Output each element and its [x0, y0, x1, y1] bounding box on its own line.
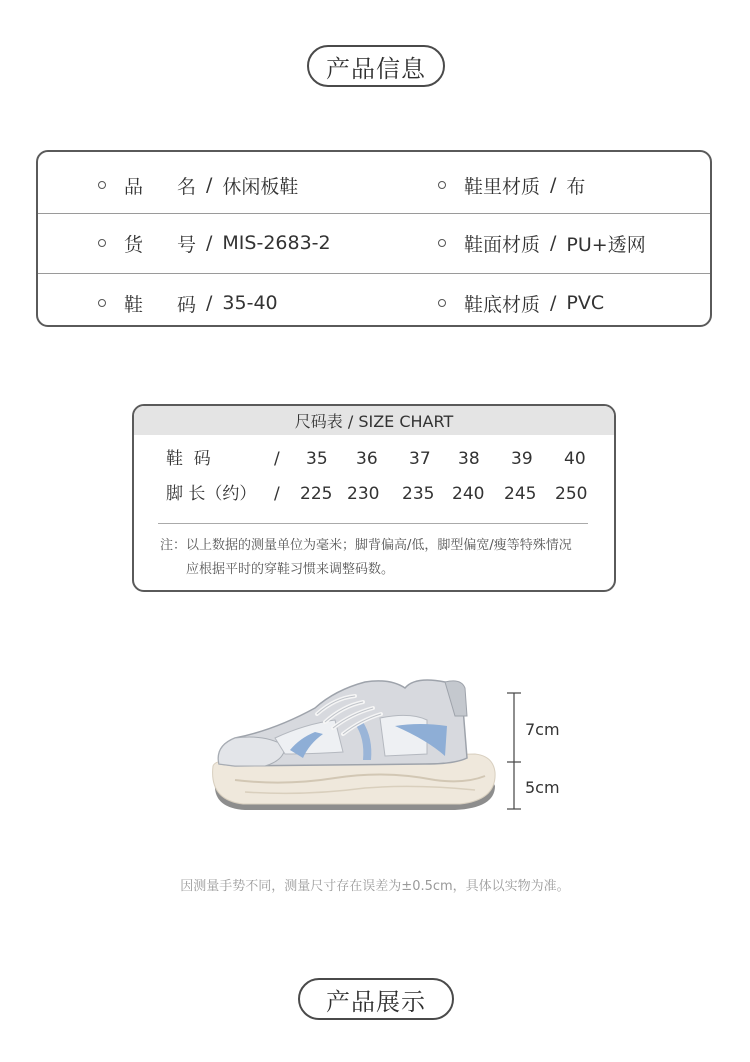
size-row-separator: /: [274, 449, 280, 469]
info-cell-size: [98, 274, 278, 332]
size-chart: [132, 404, 616, 592]
info-label: 鞋底材质: [464, 293, 541, 316]
size-cell: 38: [458, 449, 480, 469]
length-cell: 235: [402, 484, 435, 504]
length-cell: 230: [347, 484, 380, 504]
info-value: 布: [566, 175, 586, 198]
info-value: 35-40: [222, 292, 278, 314]
length-cell: 250: [555, 484, 588, 504]
size-cell: 36: [356, 449, 378, 469]
info-row: [38, 156, 710, 214]
info-separator: /: [550, 232, 557, 254]
info-cell-upper: [438, 214, 646, 272]
length-row-separator: /: [274, 484, 280, 504]
info-label: 鞋面材质: [464, 233, 541, 256]
info-separator: /: [206, 232, 213, 254]
shoe-image: [205, 668, 505, 818]
length-cell: 225: [300, 484, 333, 504]
size-row: [134, 444, 614, 474]
sneaker-illustration: [205, 668, 505, 818]
length-cell: 240: [452, 484, 485, 504]
section-title-product-info: 产品信息: [307, 45, 445, 87]
bullet-icon: [98, 239, 106, 247]
note-line: 应根据平时的穿鞋习惯来调整码数。: [186, 562, 395, 577]
info-cell-name: [98, 156, 298, 214]
info-row: [38, 273, 710, 332]
info-label: 鞋码: [124, 293, 196, 316]
info-value: PVC: [566, 292, 605, 314]
size-chart-divider: [158, 523, 588, 524]
height-measurement: [505, 692, 585, 810]
section-title-product-display: 产品展示: [298, 978, 454, 1020]
info-separator: /: [550, 292, 557, 314]
bullet-icon: [98, 181, 106, 189]
info-cell-sku: [98, 214, 331, 272]
bullet-icon: [438, 299, 446, 307]
product-info-table: [36, 150, 712, 327]
size-row-label: 鞋 码: [166, 449, 211, 469]
length-row: [134, 479, 614, 509]
info-separator: /: [550, 174, 557, 196]
upper-height-label: 7cm: [525, 720, 560, 739]
size-chart-title: 尺码表 / SIZE CHART: [134, 406, 614, 435]
size-chart-note: [160, 534, 600, 582]
info-row: [38, 213, 710, 272]
length-row-label: 脚 长（约）: [166, 484, 257, 504]
info-cell-sole: [438, 274, 604, 332]
info-value: MIS-2683-2: [222, 232, 331, 254]
info-cell-lining: [438, 156, 585, 214]
dimension-line-icon: [505, 692, 525, 810]
bullet-icon: [98, 299, 106, 307]
info-separator: /: [206, 292, 213, 314]
info-label: 货号: [124, 233, 196, 256]
note-line: 注：以上数据的测量单位为毫米；脚背偏高/低，脚型偏宽/瘦等特殊情况: [160, 538, 572, 553]
sole-height-label: 5cm: [525, 778, 560, 797]
size-cell: 37: [409, 449, 431, 469]
measurement-disclaimer: 因测量手势不同，测量尺寸存在误差为±0.5cm，具体以实物为准。: [180, 879, 570, 894]
bullet-icon: [438, 181, 446, 189]
info-separator: /: [206, 174, 213, 196]
size-cell: 40: [564, 449, 586, 469]
info-label: 品名: [124, 175, 196, 198]
size-cell: 39: [511, 449, 533, 469]
size-cell: 35: [306, 449, 328, 469]
bullet-icon: [438, 239, 446, 247]
info-value: 休闲板鞋: [222, 175, 299, 198]
info-label: 鞋里材质: [464, 175, 541, 198]
info-value: PU+透网: [566, 233, 646, 256]
length-cell: 245: [504, 484, 537, 504]
